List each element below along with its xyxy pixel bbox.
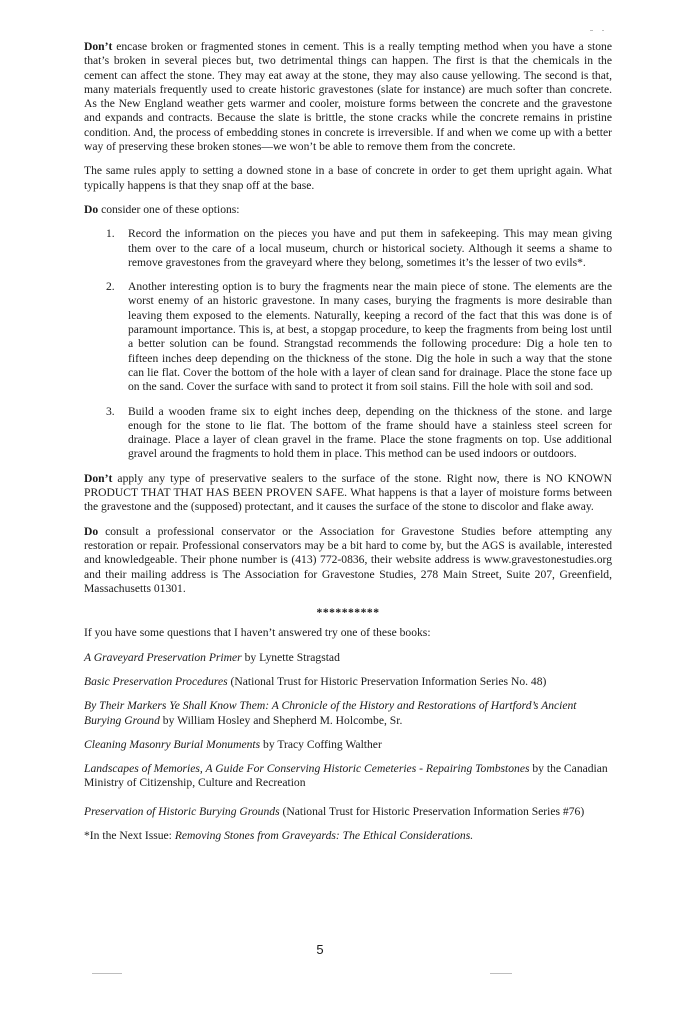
list-item-number: 2. (106, 280, 115, 294)
next-issue-note (84, 829, 612, 843)
page-number: 5 (316, 942, 324, 957)
scan-artifact (490, 973, 512, 974)
next-issue-prefix: *In the Next Issue: (84, 829, 175, 843)
scan-artifact (590, 30, 593, 31)
book-entry (84, 699, 612, 728)
book-details: by the Canadian Ministry of Citizenship, Culture and Recreation (84, 762, 608, 790)
paragraph-same-rules: The same rules apply to setting a downed stone in a base of concrete in order to get them upright again. What typically happens is that they snap off at the base. (84, 164, 612, 192)
next-issue-title: Removing Stones from Graveyards: The Ethical Considerations. (174, 829, 474, 843)
paragraph-lead: Don’t (84, 471, 113, 485)
paragraph-sealers (84, 472, 612, 515)
book-entry (84, 805, 612, 819)
book-entry (84, 651, 612, 665)
book-title: By Their Markers Ye Shall Know Them: A Chronicle of the History and Restorations of Hartford’s Ancient Burying Ground (84, 699, 577, 727)
paragraph-text: encase broken or fragmented stones in cement. This is a really tempting method when you have a stone that’s broken in several pieces but, two detrimental things can happen. The first is that the chemicals in the cement can affect the stone. They may eat away at the stone, they may also cause yellowing. The second is that, many materials frequently used to create historic gravestones (slate for instance) are much softer than concrete. As the New England weather gets warmer and cooler, moisture forms between the concrete and the gravestone and expands and contracts. Because the slate is brittle, the stone cracks while the concrete remains in pristine condition. And, the process of embedding stones in concrete is irreversible. If and when we come up with a better way of preserving these broken stones—we won’t be able to remove them from the concrete. (84, 40, 612, 154)
paragraph-consult (84, 525, 612, 596)
document-page (84, 40, 612, 853)
scan-artifact (92, 973, 122, 974)
book-title: Landscapes of Memories, A Guide For Conserving Historic Cemeteries - Repairing Tombstones (84, 762, 530, 776)
section-separator: ********** (316, 606, 380, 620)
paragraph-text: consider one of these options: (98, 202, 240, 216)
paragraph-options-intro (84, 203, 612, 217)
list-item (106, 227, 612, 270)
list-item-text: Another interesting option is to bury the fragments near the main piece of stone. The elements are the worst enemy of an historic gravestone. In many cases, burying the fragments is more desirable than leaving them exposed to the elements. Naturally, keeping a record of the fact that this was done is of paramount importance. This is, at best, a stopgap procedure, to keep the fragments from being lost until a better solution can be found. Strangstad recommends the following procedure: Dig a hole ten to fifteen inches deep depending on the thickness of the stone. Dig the hole in such a way that the stone can lie flat. Cover the bottom of the hole with a layer of clean sand for drainage. Place the stone face up on the sand. Cover the surface with sand to protect it from soil stains. Fill the hole with soil and sod. (128, 280, 612, 394)
scan-artifact (602, 30, 604, 31)
book-details: by Lynette Stragstad (241, 650, 340, 664)
book-entry (84, 738, 612, 752)
list-item (106, 404, 612, 462)
book-details: (National Trust for Historic Preservation Information Series No. 48) (227, 674, 547, 688)
book-entry (84, 762, 612, 791)
list-item-number: 1. (106, 227, 115, 241)
list-item-text: Record the information on the pieces you have and put them in safekeeping. This may mean giving them over to the care of a local museum, church or historical society. Although it seems a shame to remove gravestones from the graveyard where they belong, sometimes it’s the lesser of two evils*. (128, 227, 612, 269)
book-details: (National Trust for Historic Preservation Information Series #76) (279, 804, 585, 818)
list-item-text: Build a wooden frame six to eight inches deep, depending on the thickness of the stone. and large enough for the stone to lie flat. The bottom of the frame should have a stainless steel screen for drainage. Place a layer of clean gravel in the frame. Place the stone fragments on top. Use additional gravel around the fragments to hold them in place. This method can be used indoors or outdoors. (128, 404, 612, 461)
book-details: by William Hosley and Shepherd M. Holcombe, Sr. (159, 713, 403, 727)
paragraph-cement (84, 40, 612, 154)
book-details: by Tracy Coffing Walther (260, 737, 382, 751)
book-title: Preservation of Historic Burying Grounds (84, 804, 280, 818)
list-item-number: 3. (106, 404, 115, 418)
paragraph-lead: Do (84, 524, 99, 538)
paragraph-lead: Do (84, 202, 99, 216)
book-title: Basic Preservation Procedures (84, 674, 228, 688)
book-entry (84, 675, 612, 689)
book-title: A Graveyard Preservation Primer (84, 650, 242, 664)
book-title: Cleaning Masonry Burial Monuments (84, 737, 261, 751)
paragraph-lead: Don’t (84, 40, 113, 53)
paragraph-text: apply any type of preservative sealers to the surface of the stone. Right now, there is NO KNOWN PRODUCT THAT THAT HAS BEEN PROVEN SAFE. What happens is that a layer of moisture forms between the gravestone and the (supposed) protectant, and it causes the surface of the stone to discolor and flake away. (84, 471, 612, 514)
list-item (106, 280, 612, 394)
paragraph-text: consult a professional conservator or the Association for Gravestone Studies before attempting any restoration or repair. Professional conservators may be a bit hard to come by, but the AGS is available, interested and knowledgeable. Their phone number is (413) 772-0836, their website address is www.gravestonestudies.org and their mailing address is The Association for Gravestone Studies, 278 Main Street, Suite 207, Greenfield, Massachusetts 01301. (84, 524, 612, 595)
options-list (84, 227, 612, 461)
books-intro: If you have some questions that I haven’t answered try one of these books: (84, 626, 431, 640)
